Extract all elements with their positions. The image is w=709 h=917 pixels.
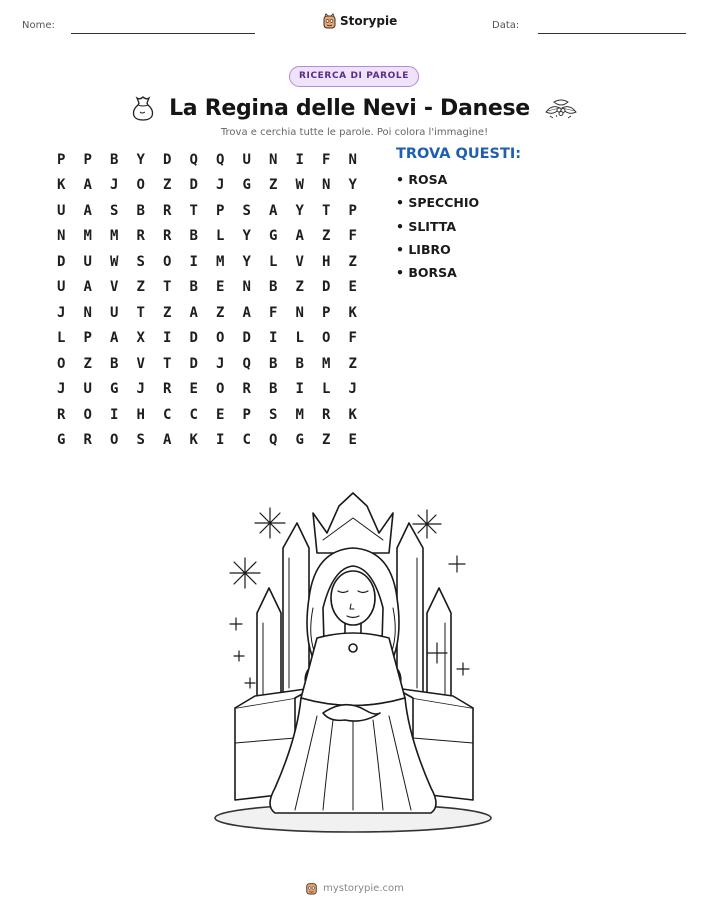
word-list xyxy=(396,172,479,288)
grid-letter: D xyxy=(189,330,198,347)
grid-letter: D xyxy=(322,279,331,296)
grid-letter: Y xyxy=(242,228,251,245)
name-line xyxy=(71,33,255,34)
grid-letter: Z xyxy=(269,177,278,194)
page-title: La Regina delle Nevi - Danese xyxy=(169,95,530,121)
grid-letter: I xyxy=(216,432,225,449)
grid-letter: T xyxy=(163,279,172,296)
grid-row xyxy=(48,300,366,326)
grid-letter: J xyxy=(136,381,145,398)
grid-letter: O xyxy=(57,355,66,372)
grid-letter: P xyxy=(322,304,331,321)
title-row xyxy=(0,93,709,123)
grid-letter: N xyxy=(322,177,331,194)
grid-letter: Q xyxy=(216,151,225,168)
grid-row xyxy=(48,428,366,454)
grid-letter: N xyxy=(83,304,92,321)
grid-row xyxy=(48,173,366,199)
grid-letter: U xyxy=(57,202,66,219)
storypie-logo-icon xyxy=(322,13,337,29)
grid-letter: Z xyxy=(216,304,225,321)
grid-letter: N xyxy=(295,304,304,321)
grid-letter: R xyxy=(163,202,172,219)
grid-letter: G xyxy=(110,381,119,398)
grid-row xyxy=(48,198,366,224)
grid-letter: K xyxy=(348,304,357,321)
grid-letter: J xyxy=(57,381,66,398)
grid-letter: H xyxy=(136,406,145,423)
grid-letter: L xyxy=(295,330,304,347)
grid-letter: T xyxy=(163,355,172,372)
grid-row xyxy=(48,402,366,428)
grid-letter: V xyxy=(295,253,304,270)
grid-letter: I xyxy=(110,406,119,423)
grid-letter: I xyxy=(295,151,304,168)
grid-letter: X xyxy=(136,330,145,347)
grid-letter: T xyxy=(322,202,331,219)
grid-letter: S xyxy=(136,432,145,449)
grid-letter: B xyxy=(295,355,304,372)
grid-letter: F xyxy=(322,151,331,168)
grid-letter: O xyxy=(216,330,225,347)
grid-letter: O xyxy=(83,406,92,423)
grid-letter: C xyxy=(189,406,198,423)
grid-letter: A xyxy=(83,279,92,296)
grid-letter: R xyxy=(57,406,66,423)
footer-url: mystorypie.com xyxy=(323,882,404,894)
instructions: Trova e cerchia tutte le parole. Poi colora l'immagine! xyxy=(220,127,489,138)
grid-letter: K xyxy=(57,177,66,194)
grid-letter: B xyxy=(189,228,198,245)
grid-letter: D xyxy=(163,151,172,168)
grid-letter: B xyxy=(189,279,198,296)
grid-letter: I xyxy=(189,253,198,270)
grid-letter: Z xyxy=(163,177,172,194)
grid-letter: S xyxy=(269,406,278,423)
brand xyxy=(322,13,397,29)
grid-letter: I xyxy=(295,381,304,398)
grid-letter: Z xyxy=(322,228,331,245)
grid-letter: R xyxy=(163,381,172,398)
grid-letter: O xyxy=(322,330,331,347)
grid-letter: Y xyxy=(242,253,251,270)
date-line xyxy=(538,33,686,34)
grid-letter: F xyxy=(348,228,357,245)
grid-row xyxy=(48,147,366,173)
grid-letter: G xyxy=(57,432,66,449)
grid-letter: D xyxy=(189,355,198,372)
grid-letter: L xyxy=(269,253,278,270)
grid-letter: R xyxy=(83,432,92,449)
category-badge: RICERCA DI PAROLE xyxy=(289,66,419,87)
grid-letter: A xyxy=(110,330,119,347)
grid-letter: D xyxy=(189,177,198,194)
grid-letter: A xyxy=(83,177,92,194)
grid-letter: L xyxy=(322,381,331,398)
grid-row xyxy=(48,351,366,377)
grid-letter: U xyxy=(242,151,251,168)
grid-letter: Q xyxy=(269,432,278,449)
grid-letter: B xyxy=(110,355,119,372)
grid-letter: S xyxy=(110,202,119,219)
grid-letter: E xyxy=(216,279,225,296)
grid-row xyxy=(48,275,366,301)
grid-letter: Y xyxy=(136,151,145,168)
word-list-title: TROVA QUESTI: xyxy=(396,146,522,162)
grid-letter: O xyxy=(110,432,119,449)
grid-letter: U xyxy=(110,304,119,321)
grid-letter: S xyxy=(242,202,251,219)
word-item: • SLITTA xyxy=(396,218,457,234)
word-item: • BORSA xyxy=(396,265,457,281)
grid-letter: Y xyxy=(348,177,357,194)
grid-letter: E xyxy=(189,381,198,398)
grid-row xyxy=(48,326,366,352)
grid-letter: B xyxy=(110,151,119,168)
grid-letter: Q xyxy=(189,151,198,168)
storypie-logo-icon xyxy=(305,881,318,895)
grid-letter: Y xyxy=(295,202,304,219)
grid-letter: H xyxy=(322,253,331,270)
grid-row xyxy=(48,249,366,275)
date-label: Data: xyxy=(492,20,520,31)
grid-letter: A xyxy=(242,304,251,321)
grid-letter: E xyxy=(216,406,225,423)
grid-letter: P xyxy=(216,202,225,219)
grid-letter: K xyxy=(189,432,198,449)
grid-letter: L xyxy=(216,228,225,245)
grid-letter: T xyxy=(189,202,198,219)
grid-letter: C xyxy=(242,432,251,449)
grid-letter: J xyxy=(110,177,119,194)
grid-letter: P xyxy=(57,151,66,168)
grid-letter: A xyxy=(83,202,92,219)
grid-letter: M xyxy=(295,406,304,423)
grid-letter: Z xyxy=(295,279,304,296)
grid-letter: N xyxy=(242,279,251,296)
grid-letter: G xyxy=(269,228,278,245)
grid-letter: D xyxy=(242,330,251,347)
grid-letter: N xyxy=(57,228,66,245)
grid-letter: Z xyxy=(83,355,92,372)
grid-letter: N xyxy=(269,151,278,168)
grid-letter: D xyxy=(57,253,66,270)
grid-letter: I xyxy=(163,330,172,347)
grid-letter: J xyxy=(216,355,225,372)
grid-letter: O xyxy=(136,177,145,194)
grid-letter: B xyxy=(269,279,278,296)
grid-letter: B xyxy=(269,355,278,372)
grid-letter: J xyxy=(216,177,225,194)
grid-letter: U xyxy=(83,253,92,270)
grid-letter: W xyxy=(110,253,119,270)
grid-letter: O xyxy=(163,253,172,270)
grid-letter: P xyxy=(348,202,357,219)
grid-row xyxy=(48,224,366,250)
grid-letter: A xyxy=(189,304,198,321)
word-item: • ROSA xyxy=(396,172,448,187)
grid-letter: V xyxy=(110,279,119,296)
grid-letter: P xyxy=(83,151,92,168)
grid-letter: K xyxy=(348,406,357,423)
grid-letter: B xyxy=(269,381,278,398)
grid-letter: J xyxy=(57,304,66,321)
grid-letter: E xyxy=(348,279,357,296)
grid-letter: P xyxy=(83,330,92,347)
grid-letter: E xyxy=(348,432,357,449)
grid-letter: T xyxy=(136,304,145,321)
grid-letter: F xyxy=(269,304,278,321)
grid-letter: A xyxy=(269,202,278,219)
grid-letter: U xyxy=(83,381,92,398)
name-label: Nome: xyxy=(22,20,55,31)
grid-row xyxy=(48,377,366,403)
grid-letter: G xyxy=(295,432,304,449)
grid-letter: R xyxy=(136,228,145,245)
grid-letter: S xyxy=(136,253,145,270)
holly-icon xyxy=(544,96,578,120)
brand-name: Storypie xyxy=(340,14,398,28)
grid-letter: V xyxy=(136,355,145,372)
grid-letter: I xyxy=(269,330,278,347)
grid-letter: Z xyxy=(322,432,331,449)
grid-letter: J xyxy=(348,381,357,398)
grid-letter: M xyxy=(110,228,119,245)
word-item: • LIBRO xyxy=(396,241,451,257)
grid-letter: P xyxy=(242,406,251,423)
grid-letter: R xyxy=(322,406,331,423)
grid-letter: R xyxy=(242,381,251,398)
grid-letter: M xyxy=(216,253,225,270)
grid-letter: M xyxy=(322,355,331,372)
grid-letter: N xyxy=(348,151,357,168)
grid-letter: L xyxy=(57,330,66,347)
grid-letter: O xyxy=(216,381,225,398)
sack-icon xyxy=(131,95,155,121)
grid-letter: C xyxy=(163,406,172,423)
snow-queen-illustration xyxy=(205,488,505,833)
grid-letter: A xyxy=(295,228,304,245)
grid-letter: G xyxy=(242,177,251,194)
grid-letter: Z xyxy=(348,253,357,270)
word-search-grid xyxy=(48,147,366,453)
grid-letter: U xyxy=(57,279,66,296)
grid-letter: B xyxy=(136,202,145,219)
grid-letter: Z xyxy=(348,355,357,372)
grid-letter: M xyxy=(83,228,92,245)
footer xyxy=(0,881,709,895)
grid-letter: Q xyxy=(242,355,251,372)
grid-letter: W xyxy=(295,177,304,194)
grid-letter: Z xyxy=(163,304,172,321)
grid-letter: Z xyxy=(136,279,145,296)
grid-letter: F xyxy=(348,330,357,347)
word-item: • SPECCHIO xyxy=(396,195,480,211)
grid-letter: R xyxy=(163,228,172,245)
grid-letter: A xyxy=(163,432,172,449)
